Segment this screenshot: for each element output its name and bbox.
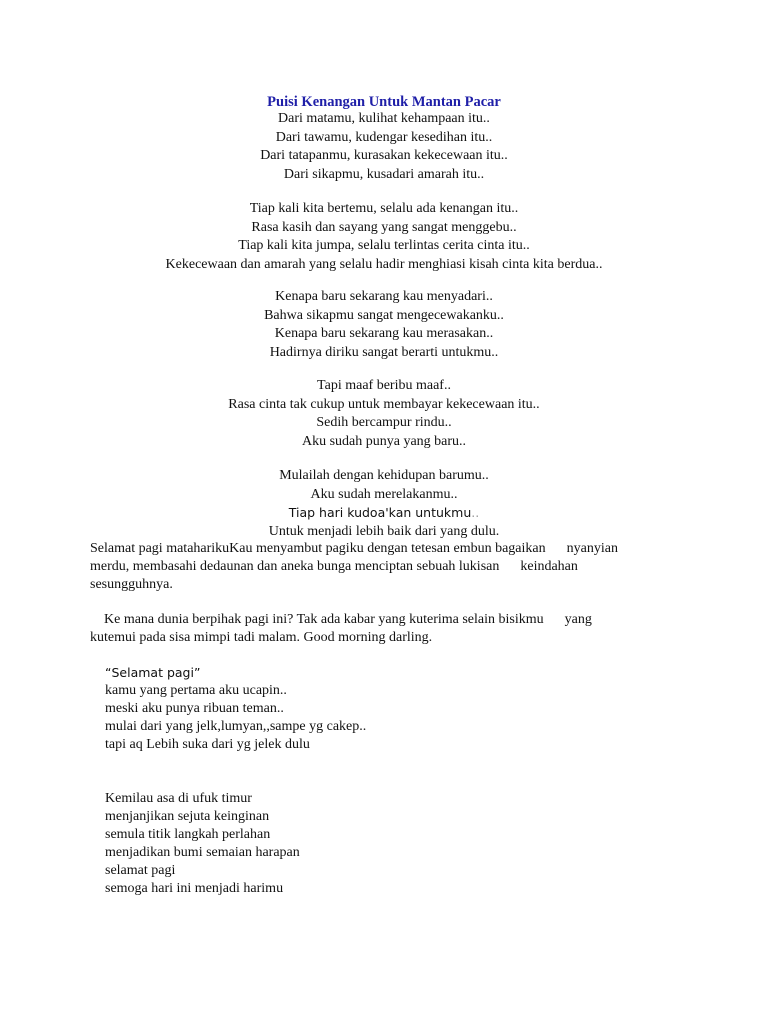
- poem-line: Rasa cinta tak cukup untuk membayar kekecewaan itu..: [228, 396, 540, 412]
- poem-line: semoga hari ini menjadi harimu: [105, 881, 284, 896]
- paragraph-line: merdu, membasahi dedaunan dan aneka bunga menciptan sebuah lukisan keindahan: [90, 559, 578, 574]
- poem-line: mulai dari yang jelk,lumyan,,sampe yg cakep..: [105, 719, 367, 734]
- greeting-poem: [105, 664, 366, 754]
- poem-line: Aku sudah punya yang baru..: [301, 433, 467, 449]
- paragraph-line: kutemui pada sisa mimpi tadi malam. Good morning darling.: [90, 630, 433, 645]
- poem-line: Untuk menjadi lebih baik dari yang dulu.: [268, 523, 500, 539]
- greeting-poem-title: “Selamat pagi”: [105, 665, 201, 680]
- poem-line: Dari matamu, kulihat kehampaan itu..: [278, 111, 490, 126]
- poem-line: Tiap kali kita bertemu, selalu ada kenangan itu..: [249, 201, 519, 216]
- poem-line: Kenapa baru sekarang kau menyadari..: [275, 289, 493, 304]
- poem-line: Rasa kasih dan sayang yang sangat menggebu..: [251, 219, 517, 235]
- poem-line: Kemilau asa di ufuk timur: [105, 791, 252, 806]
- poem-line: selamat pagi: [105, 863, 176, 878]
- stanza-2: [0, 200, 768, 274]
- handwritten-dots: ..: [471, 505, 480, 520]
- paragraph-good-morning: [90, 611, 690, 647]
- poem-line: Tapi maaf beribu maaf..: [317, 378, 451, 393]
- poem-title: Puisi Kenangan Untuk Mantan Pacar: [267, 94, 501, 110]
- stanza-1: [0, 110, 768, 184]
- poem-line: meski aku punya ribuan teman..: [105, 701, 284, 716]
- poem-line: Mulailah dengan kehidupan barumu..: [279, 468, 489, 483]
- poem-line-handwritten: [0, 504, 768, 523]
- morning-poem: [105, 790, 300, 898]
- paragraph-selamat-pagi: [90, 540, 690, 594]
- poem-line: Hadirnya diriku sangat berarti untukmu..: [269, 344, 499, 360]
- paragraph-line: sesungguhnya.: [90, 577, 173, 592]
- paragraph-line: Ke mana dunia berpihak pagi ini? Tak ada kabar yang kuterima selain bisikmu yang: [90, 612, 592, 627]
- poem-line: Kekecewaan dan amarah yang selalu hadir menghiasi kisah cinta kita berdua..: [165, 256, 603, 272]
- poem-line: Dari tawamu, kudengar kesedihan itu..: [275, 129, 493, 145]
- handwritten-text: Tiap hari kudoa'kan untukmu: [288, 505, 472, 520]
- poem-line: menjadikan bumi semaian harapan: [105, 845, 300, 860]
- poem-line: tapi aq Lebih suka dari yg jelek dulu: [105, 737, 310, 752]
- poem-line: semula titik langkah perlahan: [105, 827, 271, 842]
- poem-line: kamu yang pertama aku ucapin..: [105, 683, 287, 698]
- poem-line: Aku sudah merelakanmu..: [310, 486, 458, 502]
- stanza-3: [0, 288, 768, 362]
- poem-line: menjanjikan sejuta keinginan: [105, 809, 270, 824]
- poem-line: Dari tatapanmu, kurasakan kekecewaan itu..: [260, 148, 508, 163]
- poem-line: Sedih bercampur rindu..: [316, 415, 452, 430]
- stanza-5: [0, 467, 768, 541]
- poem-line: Kenapa baru sekarang kau merasakan..: [274, 326, 494, 341]
- poem-line: Tiap kali kita jumpa, selalu terlintas cerita cinta itu..: [238, 238, 530, 253]
- poem-line: Bahwa sikapmu sangat mengecewakanku..: [264, 307, 504, 323]
- paragraph-line: Selamat pagi mataharikuKau menyambut pagiku dengan tetesan embun bagaikan nyanyian: [90, 541, 618, 556]
- stanza-4: [0, 377, 768, 451]
- poem-line: Dari sikapmu, kusadari amarah itu..: [283, 166, 485, 182]
